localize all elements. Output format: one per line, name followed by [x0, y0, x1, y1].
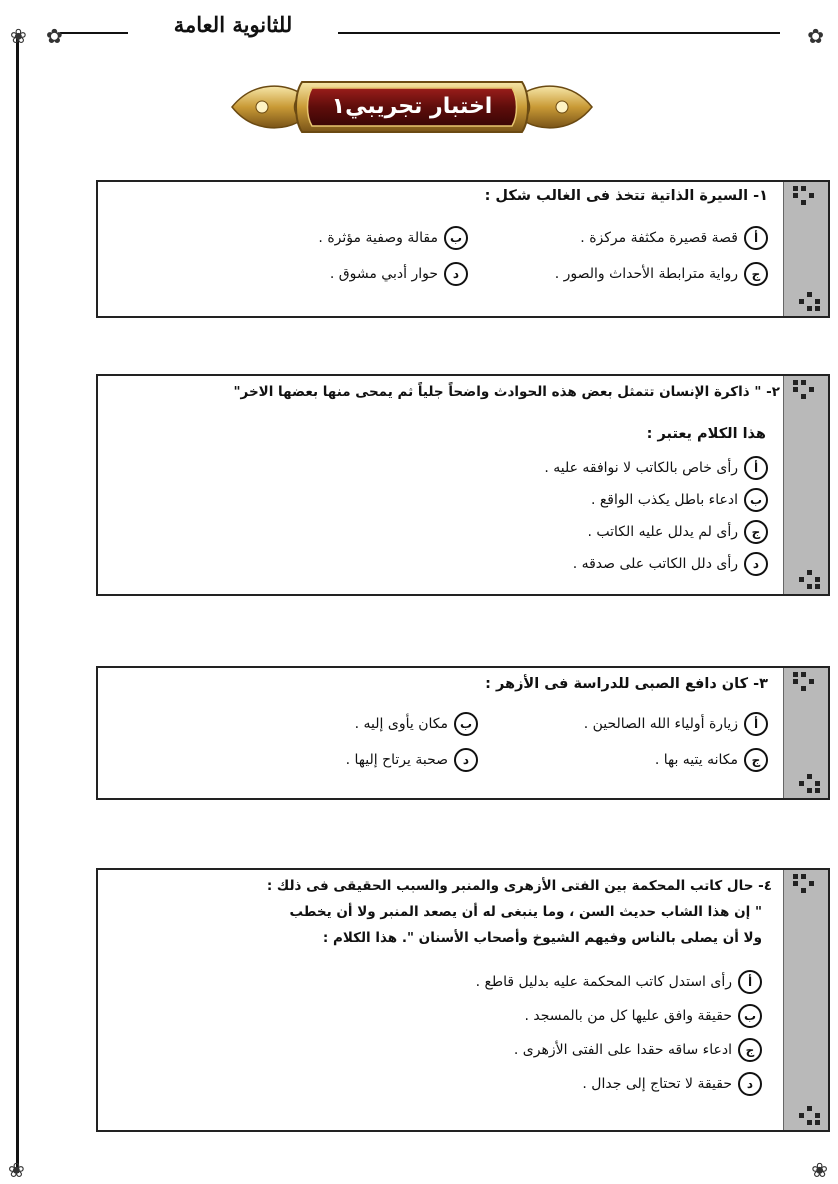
option-text: رأى دلل الكاتب على صدقه .	[572, 556, 738, 572]
question-box	[96, 868, 830, 1132]
option-letter-badge: ب	[738, 1004, 762, 1028]
option-text: حقيقة لا تحتاج إلى جدال .	[582, 1076, 732, 1092]
decorative-strip	[783, 376, 828, 594]
option-letter-badge: أ	[744, 712, 768, 736]
answer-option[interactable]	[587, 520, 768, 544]
option-letter-badge: ج	[744, 748, 768, 772]
question-stem-line: ولا أن يصلى بالناس وفيهم الشيوخ وأصحاب الأسنان ". هذا الكلام :	[322, 930, 762, 946]
exam-title-banner	[222, 72, 602, 142]
option-text: مكان يأوى إليه .	[354, 716, 448, 732]
option-letter-badge: د	[454, 748, 478, 772]
option-text: صحبة يرتاح إليها .	[345, 752, 448, 768]
question-box	[96, 374, 830, 596]
decorative-strip	[783, 668, 828, 798]
option-text: مقالة وصفية مؤثرة .	[318, 230, 438, 246]
question-stem-line: " إن هذا الشاب حديث السن ، وما ينبغى له أن يصعد المنبر ولا أن يخطب	[289, 904, 762, 920]
answer-option[interactable]	[514, 1038, 762, 1062]
answer-option[interactable]	[544, 456, 768, 480]
exam-title: اختبار تجريبي١	[331, 94, 493, 119]
corner-ornament-icon: ❀	[10, 24, 27, 48]
option-letter-badge: أ	[738, 970, 762, 994]
question-stem-line: ٤- حال كاتب المحكمة بين الفتى الأزهرى والمنبر والسبب الحقيقى فى ذلك :	[266, 878, 772, 894]
option-letter-badge: أ	[744, 456, 768, 480]
question-box	[96, 666, 830, 800]
corner-ornament-icon: ❀	[8, 1158, 25, 1182]
option-letter-badge: ج	[744, 520, 768, 544]
option-letter-badge: ب	[744, 488, 768, 512]
option-text: ادعاء باطل يكذب الواقع .	[590, 492, 738, 508]
answer-option[interactable]	[580, 226, 768, 250]
answer-option[interactable]	[346, 748, 478, 772]
option-text: رأى استدل كاتب المحكمة عليه بدليل قاطع .	[475, 974, 732, 990]
option-text: رواية مترابطة الأحداث والصور .	[554, 266, 738, 282]
school-label: للثانوية العامة	[128, 12, 338, 37]
answer-option[interactable]	[584, 712, 768, 736]
option-letter-badge: أ	[744, 226, 768, 250]
option-letter-badge: د	[444, 262, 468, 286]
answer-option[interactable]	[573, 552, 768, 576]
option-letter-badge: د	[738, 1072, 762, 1096]
option-letter-badge: ج	[738, 1038, 762, 1062]
answer-option[interactable]	[555, 262, 768, 286]
option-letter-badge: ج	[744, 262, 768, 286]
question-stem: ٢- " ذاكرة الإنسان تتمثل بعض هذه الحوادث واضحاً جلياً ثم يمحى منها بعضها الاخر"	[233, 384, 780, 400]
answer-option[interactable]	[355, 712, 478, 736]
option-text: رأى لم يدلل عليه الكاتب .	[587, 524, 738, 540]
question-stem: ٣- كان دافع الصبى للدراسة فى الأزهر :	[485, 676, 768, 692]
flourish-ornament-icon: ✿	[46, 24, 63, 48]
answer-option[interactable]	[330, 262, 468, 286]
decorative-strip	[783, 870, 828, 1130]
question-stem: ١- السيرة الذاتية تتخذ فى الغالب شكل :	[484, 188, 768, 204]
option-letter-badge: ب	[444, 226, 468, 250]
question-subprompt: هذا الكلام يعتبر :	[646, 426, 766, 442]
answer-option[interactable]	[476, 970, 762, 994]
answer-option[interactable]	[582, 1072, 762, 1096]
answer-option[interactable]	[318, 226, 468, 250]
answer-option[interactable]	[525, 1004, 762, 1028]
option-text: حوار أدبي مشوق .	[329, 266, 438, 282]
option-text: رأى خاص بالكاتب لا نوافقه عليه .	[544, 460, 738, 476]
option-letter-badge: د	[744, 552, 768, 576]
flourish-ornament-icon: ✿	[807, 24, 824, 48]
answer-option[interactable]	[591, 488, 768, 512]
option-text: مكانه يتيه بها .	[654, 752, 738, 768]
option-text: قصة قصيرة مكثفة مركزة .	[580, 230, 738, 246]
question-box	[96, 180, 830, 318]
option-text: ادعاء ساقه حقدا على الفتى الأزهرى .	[513, 1042, 732, 1058]
corner-ornament-icon: ❀	[811, 1158, 828, 1182]
option-text: زيارة أولياء الله الصالحين .	[583, 716, 738, 732]
option-text: حقيقة وافق عليها كل من بالمسجد .	[524, 1008, 732, 1024]
decorative-strip	[783, 182, 828, 316]
answer-option[interactable]	[655, 748, 768, 772]
option-letter-badge: ب	[454, 712, 478, 736]
left-border-line	[16, 38, 19, 1173]
